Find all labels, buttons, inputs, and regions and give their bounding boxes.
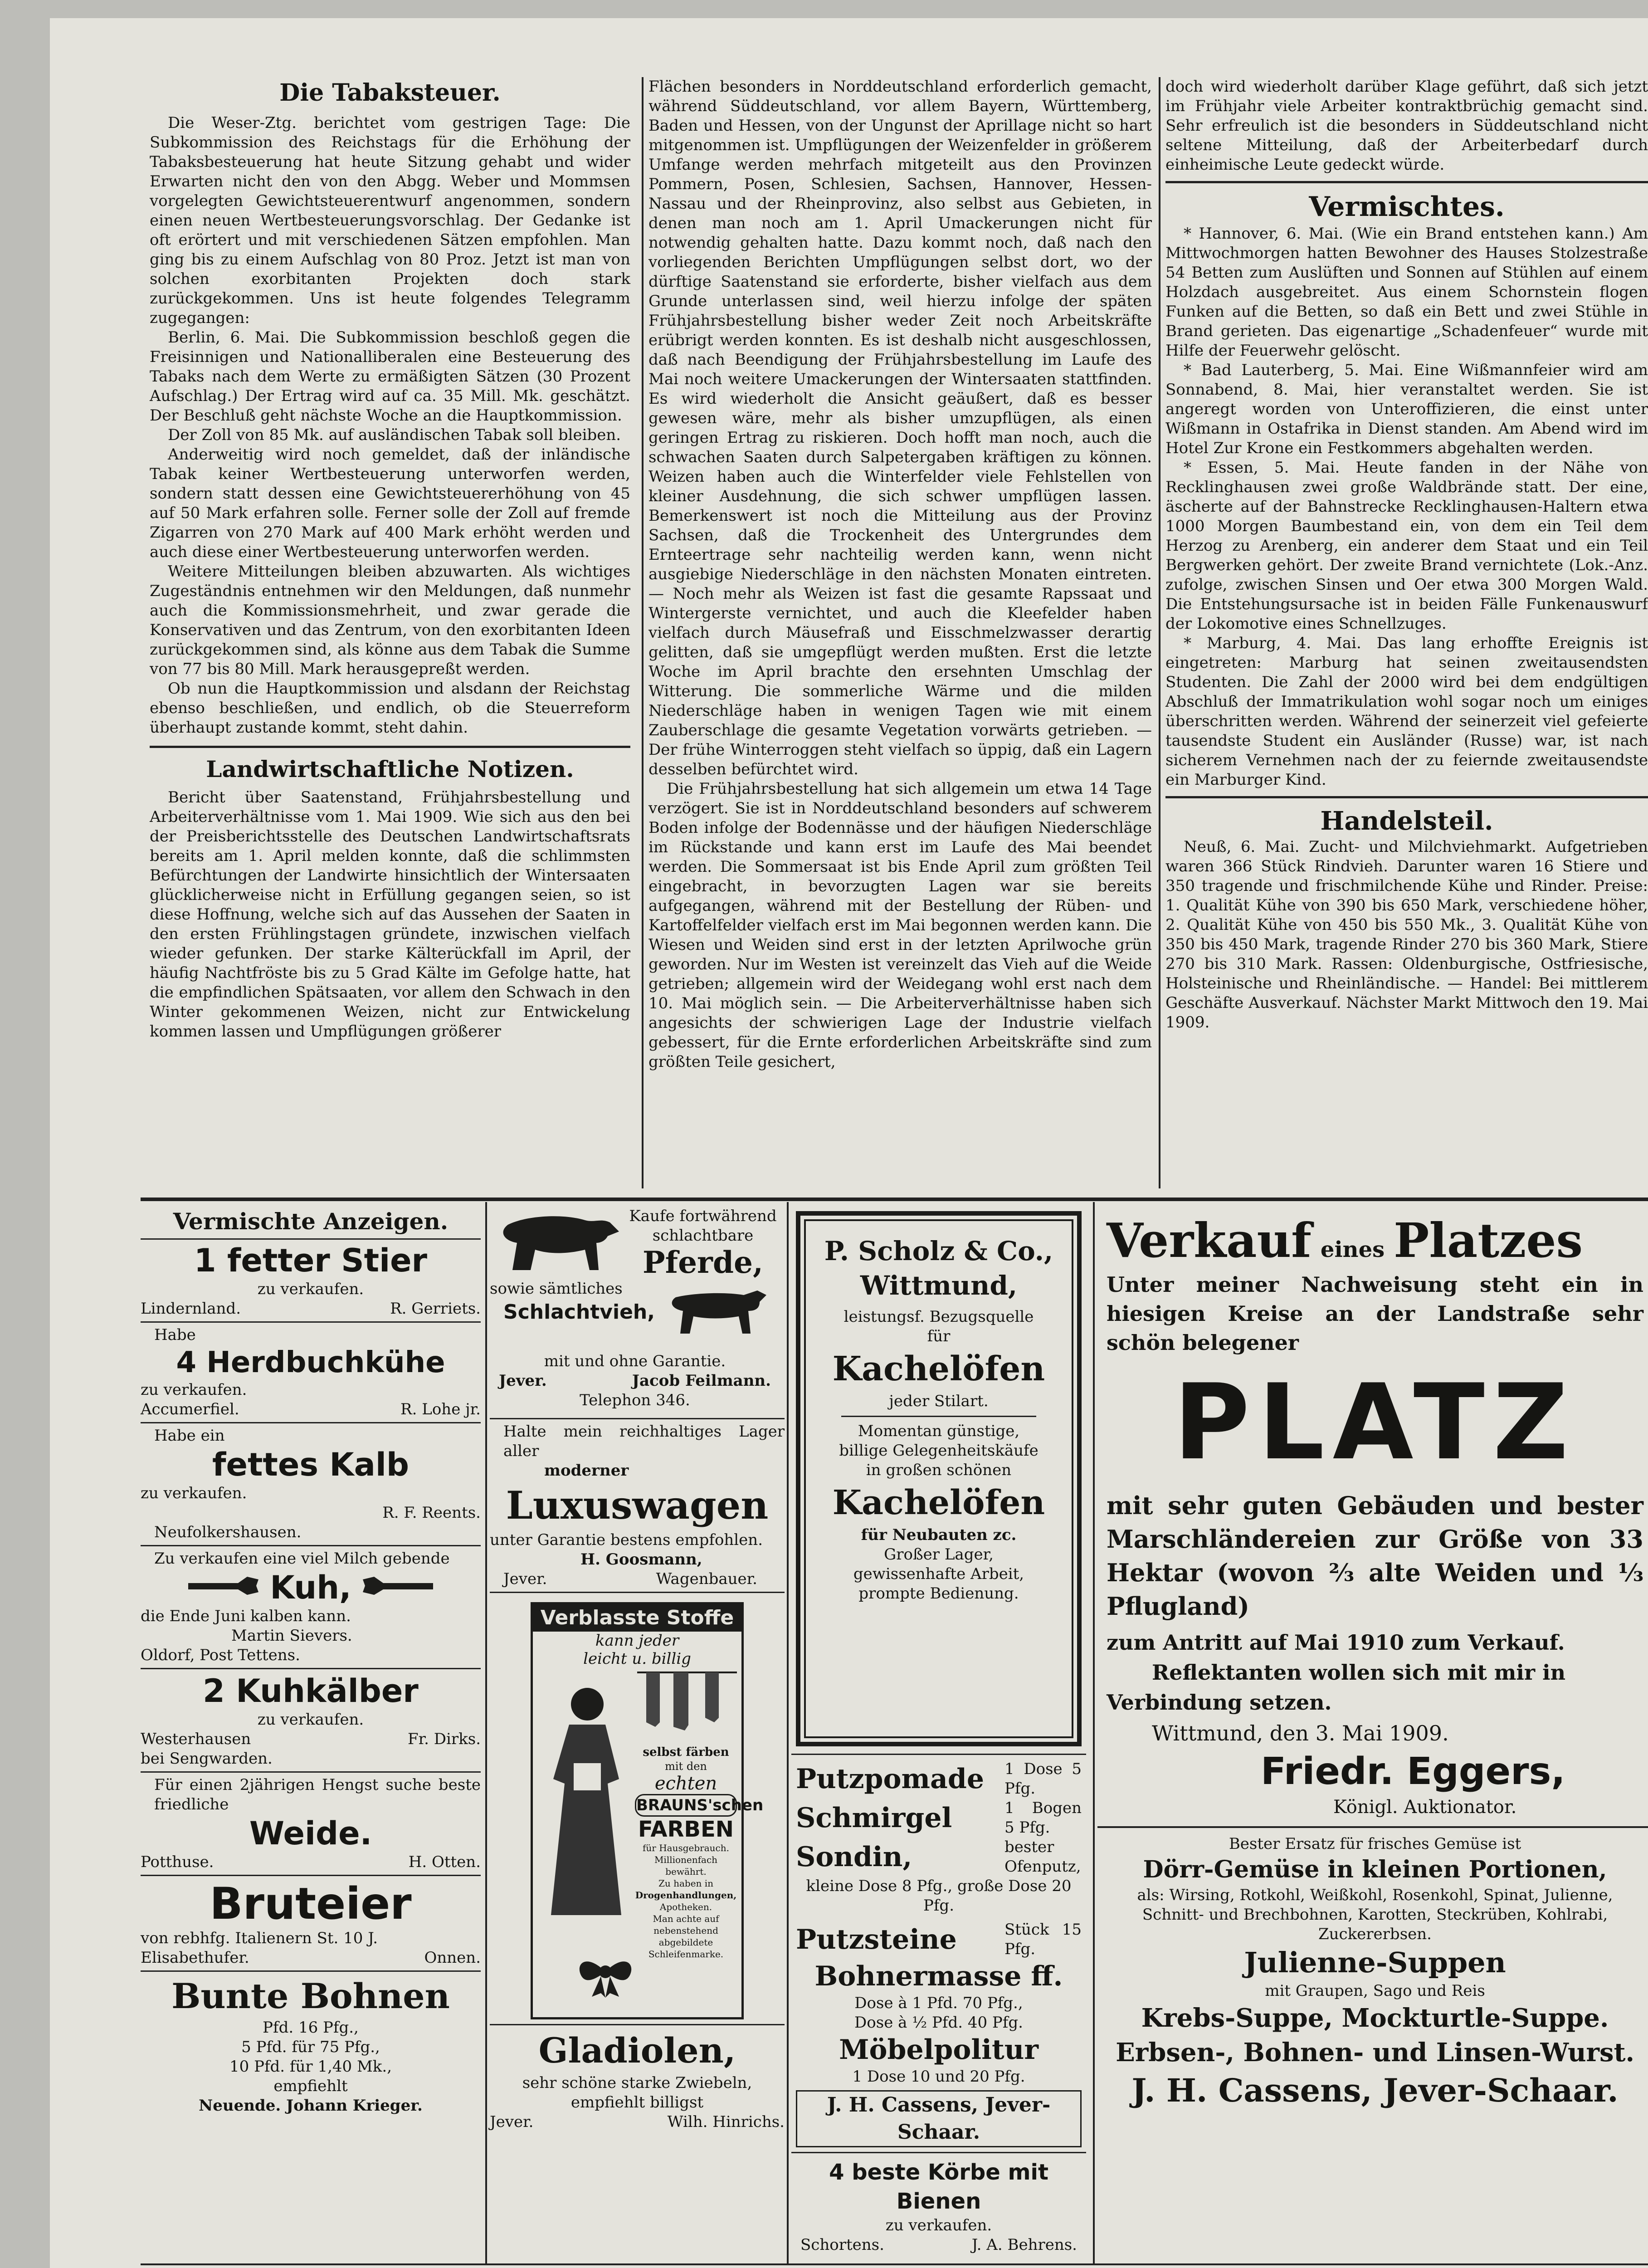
ad-text: zu verkaufen. — [141, 1381, 247, 1399]
divider — [141, 1875, 481, 1876]
ad-place: Neufolkershausen. — [154, 1523, 302, 1541]
ad-text: nebenstehend — [653, 1925, 718, 1936]
ads-column-1 — [141, 1207, 481, 2250]
column-1 — [150, 77, 630, 1211]
ad-name: H. Goosmann, — [580, 1550, 702, 1569]
ad-text: Habe ein — [154, 1427, 225, 1445]
ad-text: zu verkaufen. — [257, 1280, 364, 1298]
section-divider — [1165, 796, 1648, 798]
ad-product: Putzpomade — [796, 1763, 984, 1795]
ad-title: Verblasste Stoffe — [533, 1604, 741, 1632]
ad-name: R. Gerriets. — [390, 1300, 481, 1318]
ad-place: Wittmund, — [860, 1270, 1018, 1301]
ad-title: Kachelöfen — [832, 1349, 1045, 1388]
ads-column-3 — [791, 1207, 1086, 2259]
ad-text: empfiehlt — [273, 2077, 348, 2095]
ads-bottom-rule — [141, 2263, 1648, 2265]
ads-column-2 — [490, 1207, 785, 2259]
article-paragraph: Flächen besonders in Norddeutschland erforderlich gemacht, während Süddeutschland, vor allem Bayern, Württemberg, Baden und Hessen, von der Ungunst der Aprillage nicht so hart mitgenommen ist. Umpflügungen der Weizenfelder in größerem Umfange werden mehrfach mitgeteilt aus den Provinzen Pommern, Posen, Schlesien, Sachsen, Hannover, Hessen-Nassau und der Rheinprovinz, also selbst aus Gebieten, in denen man noch am 1. April Umackerungen nicht für notwendig gehalten hatte. Dazu kommt noch, daß nach den vorliegenden Berichten Umpflügungen selbst dort, wo der dürftige Saatenstand sie erforderte, bisher vielfach aus dem Grunde unterlassen sind, weil hierzu infolge der späten Frühjahrsbestellung bisher weder Zeit noch Arbeitskräfte erübrigt werden konnten. Es ist deshalb nicht ausgeschlossen, daß nach Beendigung der Frühjahrsbestellung im Laufe des Mai noch weitere Umackerungen der Wintersaaten stattfinden. Es wird wiederholt die Ansicht geäußert, daß es besser gewesen wäre, mehr als bisher umzupflügen, als einen geringen Ertrag zu riskieren. Doch hofft man noch, auch die schwachen Saaten durch Salpetergaben kräftigen zu können. Weizen haben auch die Winterfelder viele Fehlstellen von kleiner Ausdehnung, die sich schwer umpflügen lassen. Bemerkenswert ist noch die Mitteilung aus der Provinz Sachsen, daß die Trockenheit des Untergrundes dem Ernteertrage sehr nachteilig werden kann, wenn nicht ausgiebige Niederschläge in den nächsten Monaten eintreten. — Noch mehr als Weizen ist fast die gesamte Rapssaat und Wintergerste vernichtet, und auch die Kleefelder haben vielfach durch Mäusefraß und Eisschmelzwasser derartig gelitten, daß sie umgepflügt werden mußten. Erst die letzte Woche im April brachte den ersehnten Umschlag der Witterung. Die sommerliche Wärme und die milden Niederschläge haben in wenigen Tagen wie mit einem Zauberschlage die gesamte Vegetation vorwärts getrieben. — Der frühe Winterroggen steht vielfach so üppig, daß ein Lagern desselben befürchtet wird. — [648, 78, 1152, 778]
column-rule — [1159, 77, 1160, 1188]
ad-product: Möbelpolitur — [839, 2034, 1039, 2066]
ad-cassens-gemuese — [1097, 1834, 1648, 2112]
ad-title: Pferde, — [643, 1245, 763, 1280]
hanging-stockings-icon — [637, 1668, 737, 1742]
ad-kuh — [141, 1549, 481, 1665]
ad-text: 10 Pfd. für 1,40 Mk., — [229, 2058, 392, 2076]
article-paragraph: Der Zoll von 85 Mk. auf ausländischen Tabak soll bleiben. — [168, 426, 621, 444]
ad-text: zu verkaufen. — [257, 1711, 364, 1729]
ad-text: die Ende Juni kalben kann. — [141, 1607, 351, 1625]
divider — [141, 1238, 481, 1240]
ad-title: Erbsen-, Bohnen- und Linsen-Wurst. — [1116, 2038, 1634, 2068]
cow-icon — [662, 1284, 771, 1340]
ad-place: Elisabethufer. — [141, 1949, 249, 1967]
section-divider — [1165, 181, 1648, 183]
newspaper-page — [50, 18, 1648, 2268]
ad-name: Fr. Dirks. — [408, 1730, 481, 1748]
ad-place: Jever. — [503, 1570, 547, 1588]
ad-text: jeder Stilart. — [889, 1392, 989, 1410]
ad-text: Man achte auf — [653, 1913, 719, 1924]
divider — [141, 1668, 481, 1669]
ad-text: 1 Dose 10 und 20 Pfg. — [852, 2068, 1025, 2086]
ad-text: Reflektanten wollen sich mit mir in Verbindung setzen. — [1107, 1660, 1566, 1715]
ad-text: Drogenhandlungen, — [635, 1890, 737, 1901]
ad-title: Platzes — [1394, 1212, 1583, 1268]
ad-text: Apotheken. — [659, 1901, 712, 1912]
headline-vermischtes: Vermischtes. — [1309, 191, 1505, 223]
ad-text: mit Graupen, Sago und Reis — [1265, 1982, 1485, 2000]
ad-text: gewissenhafte Arbeit, — [853, 1565, 1024, 1583]
ad-name: J. A. Behrens. — [971, 2236, 1077, 2254]
ad-name: Onnen. — [424, 1949, 481, 1967]
ad-text: moderner — [544, 1461, 629, 1480]
ad-title: 2 Kuhkälber — [203, 1672, 419, 1710]
ad-big-word: PLATZ — [1173, 1362, 1577, 1483]
ad-name: J. H. Cassens, Jever-Schaar. — [1131, 2072, 1619, 2109]
ad-name: H. Otten. — [408, 1853, 481, 1871]
headline-tabaksteuer: Die Tabaksteuer. — [279, 79, 501, 107]
ad-text: zu verkaufen. — [141, 1484, 247, 1502]
ad-text: zu verkaufen. — [885, 2216, 992, 2234]
ad-title: eines — [1320, 1237, 1385, 1262]
ad-brand: FARBEN — [638, 1817, 734, 1842]
ad-scholz-kacheloefen — [796, 1211, 1082, 1746]
ad-text: Momentan günstige, — [858, 1422, 1020, 1440]
ad-product: Sondin, — [796, 1841, 912, 1873]
ad-title: Julienne-Suppen — [1244, 1946, 1506, 1979]
ad-text: Schleifenmarke. — [648, 1949, 724, 1960]
headline-landwirtschaft: Landwirtschaftliche Notizen. — [206, 756, 574, 782]
ribbon-bow-icon — [574, 1949, 637, 2001]
ad-text: mit und ohne Garantie. — [544, 1352, 726, 1370]
ad-name: J. H. Cassens, Jever-Schaar. — [796, 2090, 1082, 2147]
column-3 — [1165, 77, 1648, 1202]
ad-title: Krebs-Suppe, Mockturtle-Suppe. — [1141, 2003, 1609, 2033]
ad-place: Jever. — [490, 2113, 534, 2131]
ad-text: Millionenfach bewährt. — [654, 1854, 718, 1877]
ad-title: P. Scholz & Co., — [824, 1236, 1053, 1266]
ad-product: Bohnermasse ff. — [814, 1960, 1063, 1992]
ad-place: Lindernland. — [141, 1300, 241, 1318]
ad-text: sowie sämtliches — [490, 1280, 623, 1298]
ad-text: Unter meiner Nachweisung steht ein in hiesigen Kreise an der Landstraße sehr schön belegener — [1107, 1272, 1643, 1355]
ad-text: selbst färben — [643, 1745, 729, 1759]
ad-text: Pfd. 16 Pfg., — [263, 2019, 359, 2037]
article-paragraph: * Essen, 5. Mai. Heute fanden in der Nähe von Recklinghausen zwei große Waldbrände statt. Der eine, äscherte auf der Bahnstrecke Recklinghausen-Haltern etwa 1000 Morgen Baumbestand ein, von dem ein Teil dem Herzog zu Arenberg, ein anderer dem Staat und ein Teil Bergwerken gehört. Der zweite Brand vernichtete (Lok.-Anz. zufolge, zwischen Sinsen und Oer etwa 300 Morgen Wald. Die Entstehungsursache ist in beiden Fälle Funkenauswurf der Lokomotive eines Schnellzuges. — [1165, 459, 1648, 633]
ad-title: Luxuswagen — [506, 1483, 769, 1528]
ad-product: Putzsteine — [796, 1924, 957, 1955]
ad-text: kann jeder — [595, 1632, 679, 1650]
ad-title: Bruteier — [210, 1878, 412, 1929]
divider — [490, 2024, 785, 2025]
ads-section-title: Vermischte Anzeigen. — [173, 1208, 449, 1235]
ad-text: Schlachtvieh, — [503, 1300, 655, 1324]
ad-text: Zu verkaufen eine viel Milch gebende — [154, 1549, 450, 1568]
ad-text: von rebhfg. Italienern St. 10 J. — [141, 1929, 378, 1947]
ad-text: prompte Bedienung. — [858, 1584, 1019, 1603]
ad-luxuswagen — [490, 1422, 785, 1589]
ad-phone: Telephon 346. — [580, 1391, 690, 1409]
ad-text: zum Antritt auf Mai 1910 zum Verkauf. — [1107, 1630, 1565, 1655]
ad-bruteier — [141, 1879, 481, 1968]
ad-text: für Hausgebrauch. — [643, 1843, 729, 1853]
ad-text: für — [927, 1327, 951, 1345]
divider — [141, 1970, 481, 1972]
ad-price: 1 Bogen 5 Pfg. — [1004, 1799, 1082, 1837]
bull-icon — [490, 1207, 621, 1276]
ad-name: R. F. Reents. — [382, 1504, 481, 1522]
ad-title: Weide. — [249, 1815, 372, 1852]
ad-text: leicht u. billig — [583, 1650, 691, 1668]
ad-verkauf-platz — [1097, 1207, 1648, 1820]
ad-title: Bunte Bohnen — [171, 1976, 450, 2016]
ad-title: 4 Herdbuchkühe — [176, 1346, 445, 1379]
ad-text: sehr schöne starke Zwiebeln, — [522, 2074, 752, 2092]
divider — [490, 1418, 785, 1419]
ad-role: Wagenbauer. — [656, 1570, 757, 1588]
article-paragraph: * Hannover, 6. Mai. (Wie ein Brand entstehen kann.) Am Mittwochmorgen hatten Bewohner des Hauses Stolzestraße 54 Betten zum Auslüften und Sonnen auf Stühlen auf einem Holzdach ausgebreitet. Aus einem Schornstein flogen Funken auf die Betten, so daß ein Bett und zwei Stühle in Brand gerieten. Das eigenartige „Schadenfeuer“ wurde mit Hilfe der Feuerwehr gelöscht. — [1165, 225, 1648, 360]
ad-place: Westerhausen — [141, 1730, 251, 1748]
article-paragraph: Die Frühjahrsbestellung hat sich allgemein um etwa 14 Tage verzögert. Sie ist in Norddeutschland besonders auf schwerem Boden infolge der Bodennässe und der häufigen Niederschläge im Rückstande und kann erst im Laufe des Mai beendet werden. Die Sommersaat ist bis Ende April zum größten Teil eingebracht, in bevorzugten Lagen war sie bereits aufgegangen, während mit der Bestellung der Rüben- und Kartoffelfelder vielfach erst im Mai begonnen werden kann. Die Wiesen und Weiden sind erst in der letzten Aprilwoche grün geworden. Nur im Westen ist vereinzelt das Vieh auf die Weide getrieben; allgemein wird der Weidegang wohl erst nach dem 10. Mai möglich sein. — Die Arbeiterverhältnisse haben sich angesichts der schwierigen Lage der Industrie vielfach gebessert, für die Ernte erforderlichen Arbeitskräfte sind zum größten Teile gesichert, — [648, 780, 1152, 1071]
article-paragraph: Weitere Mitteilungen bleiben abzuwarten. Als wichtiges Zugeständnis entnehmen wir den Meldungen, daß nunmehr auch die Kommissionsmehrheit, und zwar gerade die Konservativen und das Zentrum, von den exorbitanten Ideen zurückgekommen sind, als könne aus dem Tabak die Summe von 77 bis 80 Mill. Mark herausgepreßt werden. — [150, 562, 630, 678]
ad-date: Wittmund, den 3. Mai 1909. — [1152, 1721, 1449, 1745]
ads-column-4 — [1097, 1207, 1648, 2259]
ad-title: 4 beste Körbe mit Bienen — [829, 2160, 1048, 2214]
column-rule — [1093, 1202, 1095, 2263]
ad-place: Schortens. — [800, 2236, 884, 2254]
ad-text: empfiehlt billigst — [570, 2093, 704, 2112]
article-paragraph: Anderweitig wird noch gemeldet, daß der inländische Tabak keiner Wertbesteuerung unterworfen werden, sondern statt dessen eine Gewichtsteuererhöhung von 45 auf 50 Mark erfahren solle. Ferner solle der Zoll auf fremde Zigarren von 270 Mark auf 400 Mark erhöht werden und auch diese einer Wertbesteuerung unterworfen werden. — [150, 445, 630, 561]
ad-text: für Neubauten zc. — [861, 1526, 1017, 1544]
article-paragraph: Neuß, 6. Mai. Zucht- und Milchviehmarkt. Aufgetrieben waren 366 Stück Rindvieh. Darunter waren 16 Stiere und 350 tragende und frischmilchende Kühe und Rinder. Preise: 1. Qualität Kühe von 390 bis 650 Mark, verschiedene höher, 2. Qualität Kühe von 450 bis 550 Mk., 3. Qualität Kühe von 350 bis 450 Mark, tragende Rinder 270 bis 360 Mark, Stiere 270 bis 310 Mark. Rassen: Oldenburgische, Ostfriesische, Holsteinische und Rheinländische. — Handel: Bei mittlerem Geschäfte Ausverkauf. Nächster Markt Mittwoch den 19. Mai 1909. — [1165, 838, 1648, 1031]
article-paragraph: Die Weser-Ztg. berichtet vom gestrigen Tage: Die Subkommission des Reichstags für die Erhöhung der Tabaksbesteuerung hat heute Sitzung gehabt und wider Erwarten nicht den von den Abgg. Weber und Mommsen vorgelegten Gewichtsteuerentwurf angenommen, sondern einen neuen Wertbesteuerungsvorschlag. Der Gedanke ist oft erörtert und mit verschiedenen Sätzen empfohlen. Man ging bis zu einem Aufschlag von 80 Proz. Jetzt ist man von solchen exorbitanten Projekten doch stark zurückgekommen. Uns ist heute folgendes Telegramm zugegangen: — [150, 114, 630, 327]
column-rule — [485, 1202, 487, 2263]
ad-place: Accumerfiel. — [141, 1400, 239, 1418]
ad-name: Friedr. Eggers, — [1261, 1750, 1565, 1793]
divider — [791, 2152, 1086, 2153]
ad-text: in großen schönen — [866, 1461, 1012, 1479]
ad-text: Dose à ½ Pfd. 40 Pfg. — [854, 2014, 1023, 2032]
ad-bohnen — [141, 1975, 481, 2116]
woman-figure-icon — [537, 1681, 642, 1919]
ad-price: Stück 15 Pfg. — [1004, 1921, 1082, 1958]
ad-text: Kaufe fortwährend schlachtbare — [629, 1207, 777, 1245]
ad-name: Martin Sievers. — [231, 1627, 352, 1645]
ad-text: als: Wirsing, Rotkohl, Weißkohl, Rosenkohl, Spinat, Julienne, Schnitt- und Brechbohnen, Karotten, Steckrüben, Kohlrabi, Zuckererbsen. — [1137, 1886, 1613, 1943]
ad-weide — [141, 1775, 481, 1872]
article-paragraph: doch wird wiederholt darüber Klage geführt, daß sich jetzt im Frühjahr viele Arbeiter kontraktbrüchig gemacht sind. Sehr erfreulich ist die besonders in Süddeutschland nicht seltene Mitteilung, daß der Arbeiterbedarf durch einheimische Leute gedeckt würde. — [1165, 78, 1648, 174]
ad-putzmittel — [791, 1760, 1086, 2147]
column-2 — [648, 77, 1152, 1202]
ad-title: Kachelöfen — [832, 1483, 1045, 1522]
divider — [141, 1321, 481, 1323]
ad-name: R. Lohe jr. — [400, 1400, 481, 1418]
column-rule — [787, 1202, 789, 2263]
ad-price: bester Ofenputz, — [1004, 1838, 1081, 1876]
ad-text: mit den — [665, 1760, 707, 1773]
divider — [141, 1422, 481, 1423]
ad-text: echten — [654, 1773, 717, 1794]
ad-gladiolen — [490, 2028, 785, 2132]
ad-price: 1 Dose 5 Pfg. — [1004, 1760, 1082, 1798]
ads-top-rule — [141, 1198, 1648, 1201]
ad-title: Gladiolen, — [538, 2030, 736, 2071]
ad-kalb — [141, 1426, 481, 1542]
ad-brauns-farben — [531, 1602, 764, 2019]
ad-text: abgebildete — [658, 1937, 713, 1948]
ad-kuhkaelber — [141, 1672, 481, 1769]
ad-text: unter Garantie bestens empfohlen. — [490, 1531, 763, 1549]
article-paragraph: * Bad Lauterberg, 5. Mai. Eine Wißmannfeier wird am Sonnabend, 8. Mai, hier veranstaltet werden. Sie ist angeregt worden von Unteroffizieren, die einst unter Wißmann in Ostafrika in Dienst standen. Am Abend wird im Hotel Zur Krone ein Festkommers abgehalten werden. — [1165, 361, 1648, 457]
column-rule — [642, 77, 644, 1188]
ad-name: Neuende. Johann Krieger. — [199, 2097, 423, 2115]
ad-product: Schmirgel — [796, 1802, 952, 1834]
ad-text: Großer Lager, — [884, 1545, 994, 1564]
ad-title: Verkauf — [1107, 1212, 1312, 1268]
ad-herdbuch — [141, 1325, 481, 1419]
ad-text: Dose à 1 Pfd. 70 Pfg., — [854, 1994, 1023, 2012]
ad-bienenkoerbe — [791, 2158, 1086, 2255]
pointing-hand-icon — [361, 1573, 433, 1602]
divider — [791, 1754, 1086, 1755]
headline-handelsteil: Handelsteil. — [1320, 806, 1493, 836]
ad-title: fettes Kalb — [212, 1446, 409, 1483]
article-paragraph: Ob nun die Hauptkommission und alsdann der Reichstag ebenso beschließen, und endlich, ob die Steuerreform überhaupt zustande kommt, steht dahin. — [150, 679, 630, 737]
ad-text: Halte mein reichhaltiges Lager aller — [503, 1422, 785, 1460]
ad-name: Jacob Feilmann. — [632, 1372, 771, 1390]
ad-text: kleine Dose 8 Pfg., große Dose 20 Pfg. — [806, 1877, 1072, 1915]
pointing-hand-icon — [188, 1573, 261, 1602]
section-divider — [150, 746, 630, 748]
ad-title: 1 fetter Stier — [194, 1242, 428, 1279]
ad-text: Zu haben in — [658, 1878, 714, 1889]
divider — [141, 1771, 481, 1773]
ad-title: Kuh, — [270, 1569, 351, 1606]
ad-text: mit sehr guten Gebäuden und bester Marschländereien zur Größe von 33 Hektar (wovon ⅔ alte Weiden und ⅓ Pflugland) — [1107, 1491, 1643, 1621]
ad-place: Jever. — [499, 1372, 547, 1390]
ad-text: 5 Pfd. für 75 Pfg., — [241, 2038, 380, 2056]
divider — [490, 1592, 785, 1593]
article-paragraph: Bericht über Saatenstand, Frühjahrsbestellung und Arbeiterverhältnisse vom 1. Mai 1909. Wie sich aus den bei der Preisberichtsstelle des Deutschen Landwirtschaftsrats bereits am 1. April melden konnte, daß die schlimmsten Befürchtungen der Landwirte hinsichtlich der Wintersaaten glücklicherweise nicht in Erfüllung gegangen seien, so ist diese Hoffnung, welche sich auf das Aussehen der Saaten in den ersten Frühlingstagen gründete, inzwischen vielfach wieder gefunken. Der starke Kälterückfall im April, der häufig Nachtfröste bis zu 5 Grad Kälte im Gefolge hatte, hat die empfindlichen Spätsaaten, vor allem den Schwach in den Winter gekommenen Weizen, nicht zur Entwickelung kommen lassen und Umpflügungen größerer — [150, 788, 630, 1041]
ad-place: Oldorf, Post Tettens. — [141, 1646, 300, 1664]
ad-text: Für einen 2jährigen Hengst suche beste friedliche — [154, 1776, 481, 1813]
article-paragraph: Berlin, 6. Mai. Die Subkommission beschloß gegen die Freisinnigen und Nationalliberalen eine Besteuerung des Tabaks nach dem Werte zu ermäßigten Sätzen (30 Prozent Aufschlag.) Der Ertrag wird auf ca. 35 Mill. Mk. geschätzt. Der Beschluß geht nächste Woche an die Hauptkommission. — [150, 328, 630, 425]
ad-brand: BRAUNS'schen — [635, 1794, 737, 1817]
divider — [1097, 1826, 1648, 1828]
ad-text: Habe — [154, 1326, 196, 1344]
ad-name: Wilh. Hinrichs. — [667, 2113, 785, 2131]
ad-title: Dörr-Gemüse in kleinen Portionen, — [1143, 1856, 1607, 1883]
ad-stier — [141, 1242, 481, 1319]
ad-pferde — [490, 1207, 785, 1415]
ad-text: leistungsf. Bezugsquelle — [844, 1308, 1034, 1326]
article-paragraph: * Marburg, 4. Mai. Das lang erhoffte Ereignis ist eingetreten: Marburg hat seinen zweitausendsten Studenten. Die Zahl der 2000 wird bei dem endgültigen Abschluß der Immatrikulation wohl sogar noch um einiges überschritten werden. Während der seinerzeit viel gefeierte tausendste Student ein Ausländer (Russe) war, ist nach sicherem Vernehmen nach der zu feiernde zweitausendste ein Marburger Kind. — [1165, 634, 1648, 789]
ad-place: Potthuse. — [141, 1853, 214, 1871]
ad-role: Königl. Auktionator. — [1333, 1797, 1517, 1818]
ad-place: bei Sengwarden. — [141, 1750, 273, 1768]
ad-text: billige Gelegenheitskäufe — [839, 1442, 1039, 1460]
divider — [841, 1416, 1036, 1417]
divider — [141, 1545, 481, 1546]
ad-text: Bester Ersatz für frisches Gemüse ist — [1229, 1835, 1521, 1853]
